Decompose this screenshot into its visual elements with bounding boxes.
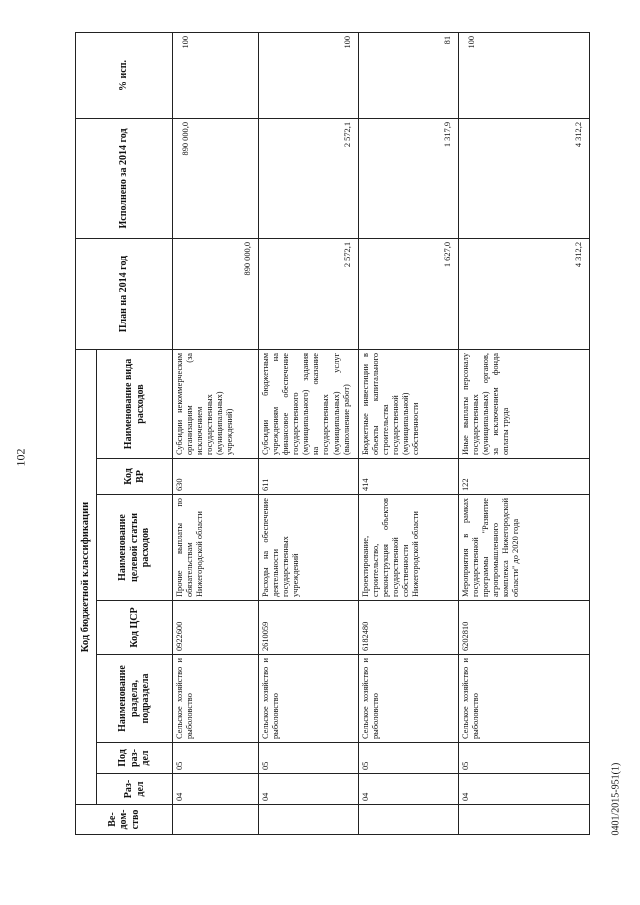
cell-plan: 2 572,1: [259, 238, 359, 349]
cell-csr: 6202810: [459, 601, 590, 655]
budget-table-rotated: [75, 35, 590, 835]
col-group-budget-code: Код бюджетной классификации: [76, 349, 97, 804]
cell-podrazdel: 05: [173, 743, 259, 774]
budget-table: [75, 32, 590, 835]
col-fact: Исполнено за 2014 год: [76, 118, 173, 238]
col-vedomstvo: Ве-дом-ство: [76, 805, 173, 835]
cell-pct: 100: [459, 32, 590, 118]
document-code: 0401/2015-951(1): [610, 762, 622, 836]
cell-fact: 4 312,2: [459, 118, 590, 238]
cell-razdel-name: Сельское хозяйство и рыболовство: [259, 655, 359, 743]
table-row: [173, 32, 259, 834]
col-csr: Код ЦСР: [97, 601, 173, 655]
cell-razdel-name: Сельское хозяйство и рыболовство: [173, 655, 259, 743]
col-podrazdel: Под раз-дел: [97, 743, 173, 774]
cell-razdel: 04: [359, 774, 459, 805]
cell-csr: 0922600: [173, 601, 259, 655]
cell-plan: 890 000,0: [173, 238, 259, 349]
header-row-group: [76, 32, 97, 834]
cell-vr: 414: [359, 459, 459, 495]
cell-pct: 81: [359, 32, 459, 118]
cell-pct: 100: [259, 32, 359, 118]
cell-csr-name: Проектирование, строительство, реконструкция объектов государственной собственности Нижегородской области: [359, 495, 459, 601]
cell-fact: 2 572,1: [259, 118, 359, 238]
cell-vedomstvo: [359, 805, 459, 835]
table-row: [259, 32, 359, 834]
col-csr-name: Наименование целевой статьи расходов: [97, 495, 173, 601]
cell-podrazdel: 05: [459, 743, 590, 774]
col-pct: % исп.: [76, 32, 173, 118]
cell-vr-name: Субсидии некоммерческим организациям (за исключением государственных (муниципальных) учреждений): [173, 349, 259, 458]
cell-csr: 6182480: [359, 601, 459, 655]
cell-razdel: 04: [173, 774, 259, 805]
cell-vr: 630: [173, 459, 259, 495]
cell-podrazdel: 05: [259, 743, 359, 774]
cell-podrazdel: 05: [359, 743, 459, 774]
cell-fact: 1 317,9: [359, 118, 459, 238]
cell-razdel: 04: [459, 774, 590, 805]
cell-vr: 122: [459, 459, 590, 495]
page-number: 102: [13, 448, 28, 467]
col-plan: План на 2014 год: [76, 238, 173, 349]
cell-pct: 100: [173, 32, 259, 118]
cell-razdel: 04: [259, 774, 359, 805]
table-row: [359, 32, 459, 834]
cell-vedomstvo: [259, 805, 359, 835]
cell-plan: 1 627,0: [359, 238, 459, 349]
cell-csr-name: Прочие выплаты по обязательствам Нижегородской области: [173, 495, 259, 601]
col-razdel-name: Наименование раздела, подраздела: [97, 655, 173, 743]
table-row: [459, 32, 590, 834]
cell-vr: 611: [259, 459, 359, 495]
cell-razdel-name: Сельское хозяйство и рыболовство: [359, 655, 459, 743]
cell-csr-name: Мероприятия в рамках государственной программы "Развитие агропромышленного комплекса Нижегородской области" до 2020 года: [459, 495, 590, 601]
cell-vedomstvo: [459, 805, 590, 835]
col-vr-name: Наименование вида расходов: [97, 349, 173, 458]
cell-vr-name: Бюджетные инвестиции в объекты капитального строительства государственной (муниципальной) собственности: [359, 349, 459, 458]
cell-vedomstvo: [173, 805, 259, 835]
cell-plan: 4 312,2: [459, 238, 590, 349]
col-razdel: Раз-дел: [97, 774, 173, 805]
cell-fact: 890 000,0: [173, 118, 259, 238]
cell-vr-name: Субсидии бюджетным учреждениям на финансовое обеспечение государственного (муниципального) задания на оказание государственных (муниципальных) услуг (выполнение работ): [259, 349, 359, 458]
cell-vr-name: Иные выплаты персоналу государственных (муниципальных) органов, за исключением фонда оплаты труда: [459, 349, 590, 458]
cell-csr: 2610059: [259, 601, 359, 655]
cell-razdel-name: Сельское хозяйство и рыболовство: [459, 655, 590, 743]
col-vr: Код ВР: [97, 459, 173, 495]
cell-csr-name: Расходы на обеспечение деятельности государственных учреждений: [259, 495, 359, 601]
